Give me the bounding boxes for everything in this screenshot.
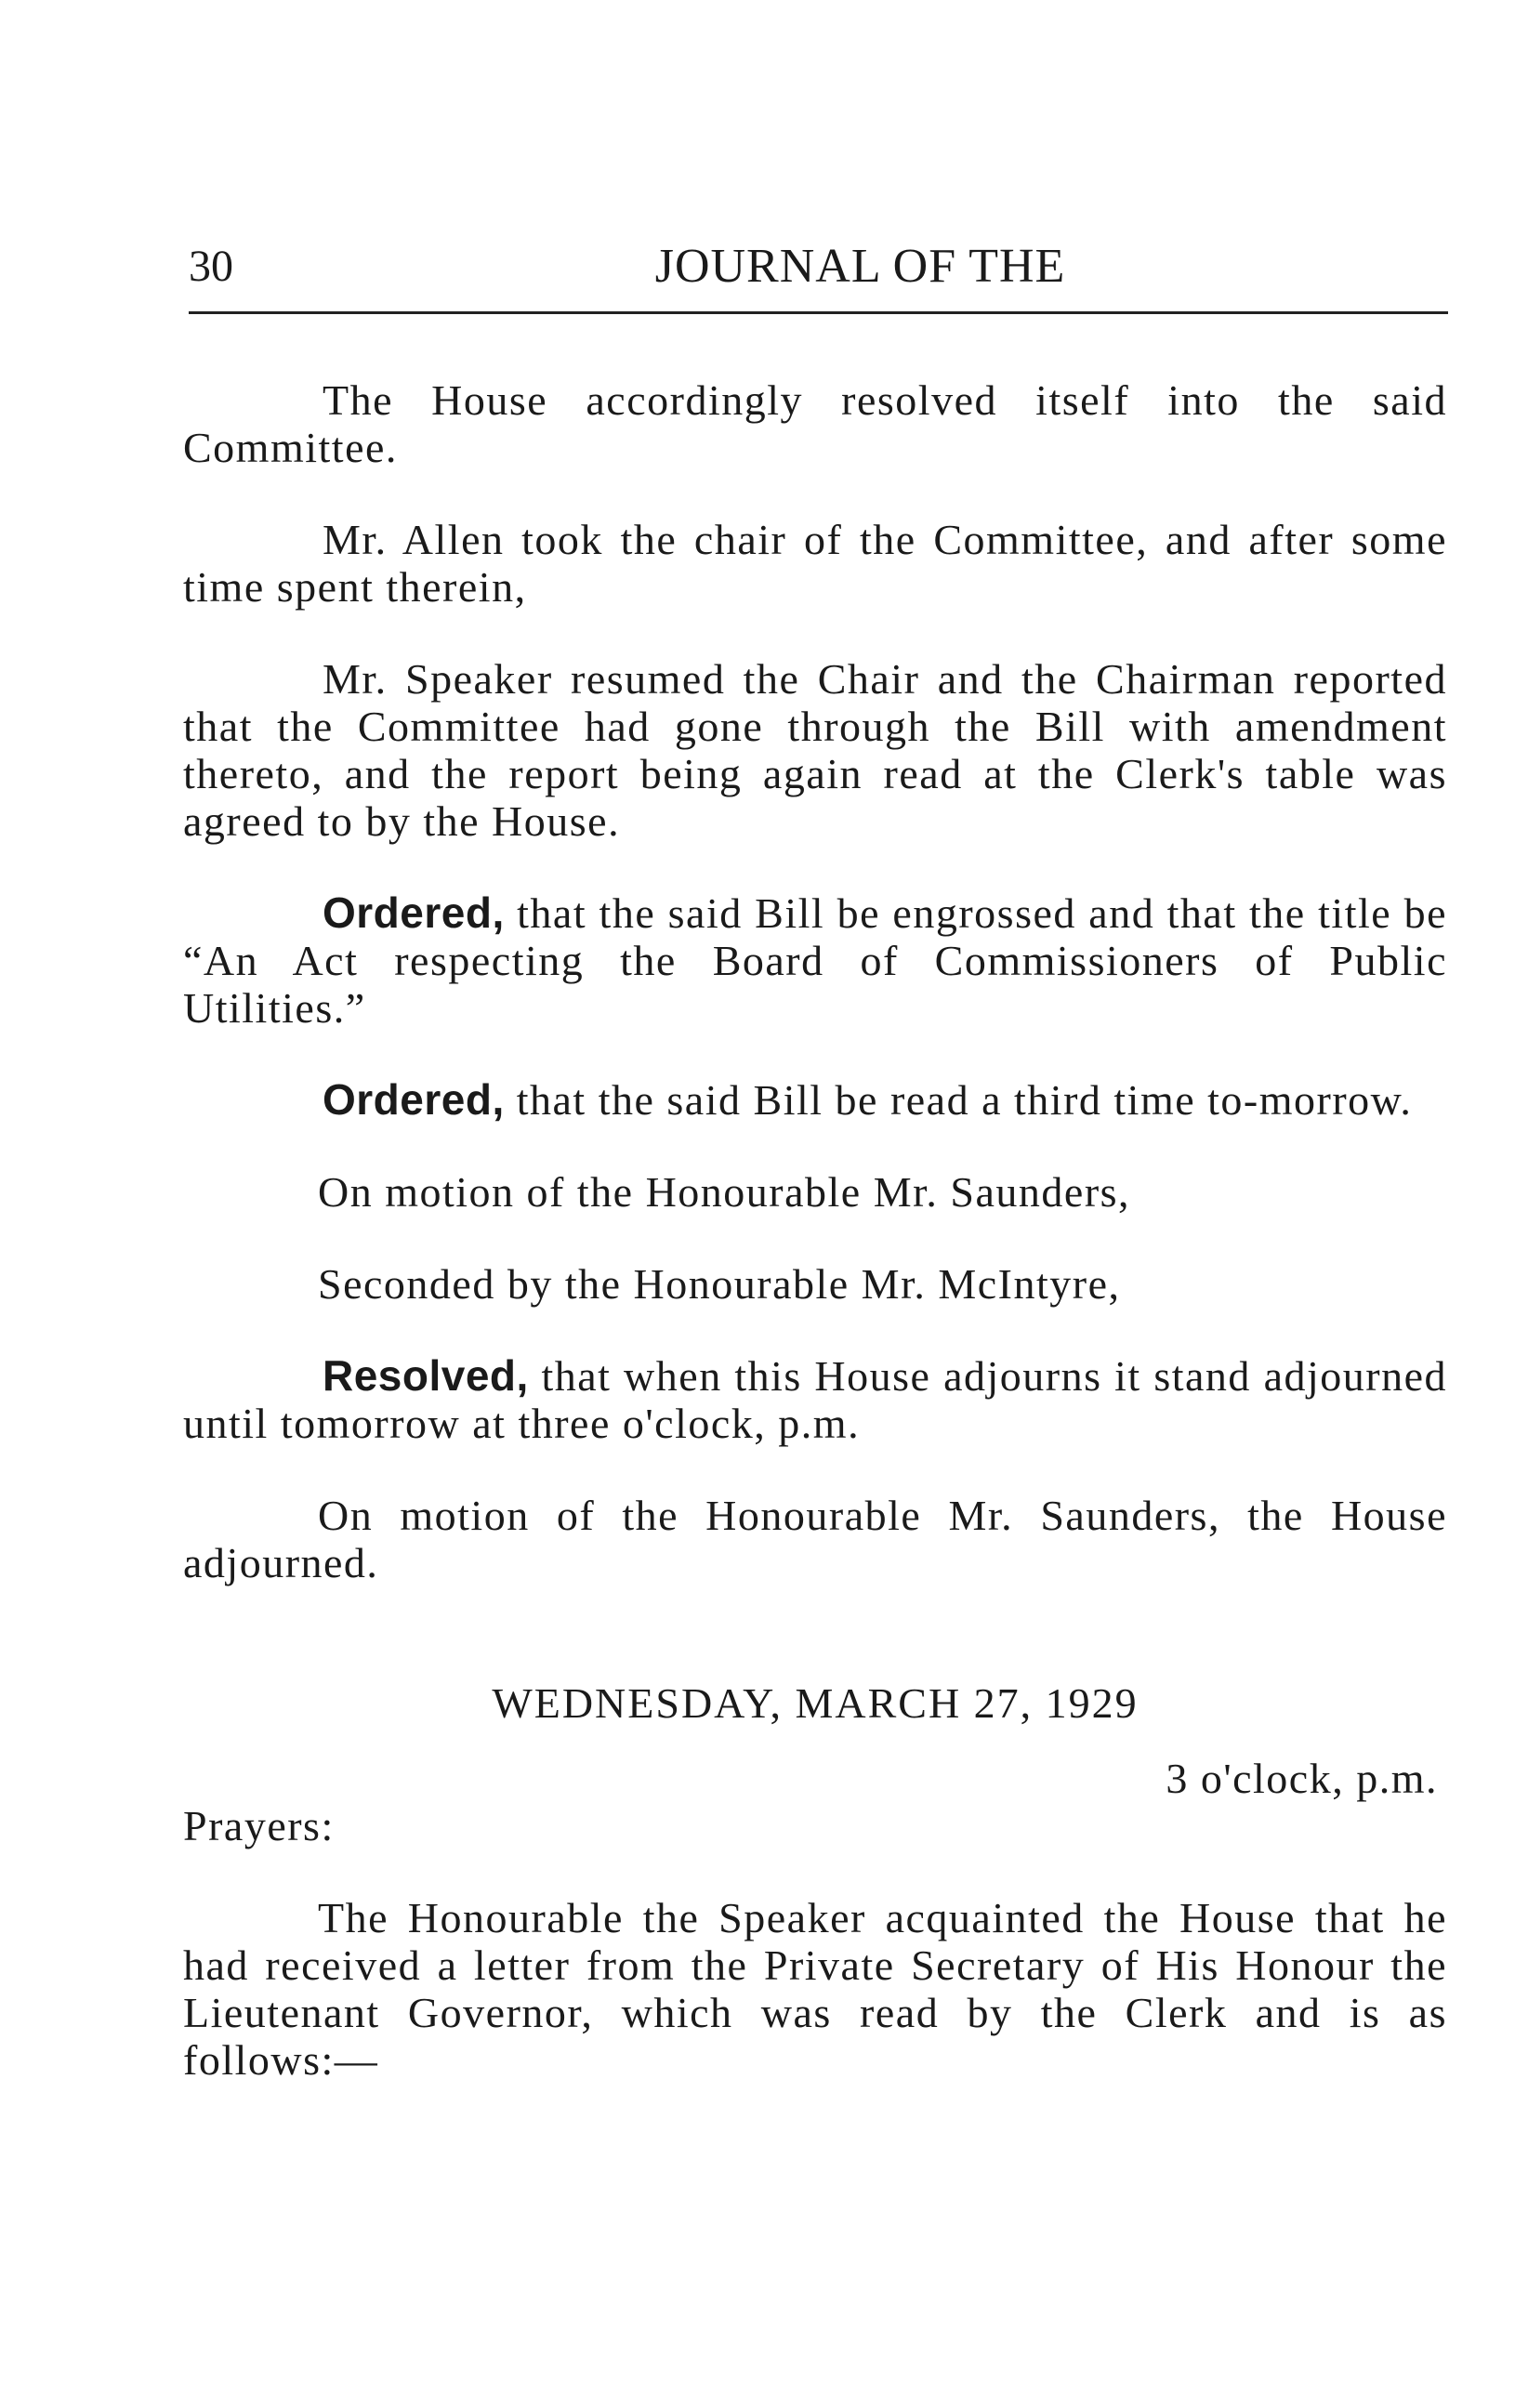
paragraph-house-adjourned: On motion of the Honourable Mr. Saunders, the House adjourned. — [183, 1492, 1447, 1586]
paragraph-seconded-mcintyre: Seconded by the Honourable Mr. McIntyre, — [318, 1260, 1121, 1308]
journal-body — [183, 376, 1447, 2128]
resolved-text: that when this House adjourns it stand adjourned until tomorrow at three o'clock, p.m. — [183, 1352, 1447, 1447]
paragraph-speaker-resumed: Mr. Speaker resumed the Chair and the Chairman reported that the Committee had gone through the Bill with amendment thereto, and the report being again read at the Clerk's table was agreed to by the House. — [183, 655, 1447, 845]
page-number: 30 — [189, 242, 233, 291]
running-head: JOURNAL OF THE — [654, 240, 1066, 293]
session-date-heading: WEDNESDAY, MARCH 27, 1929 — [492, 1679, 1139, 1727]
paragraph-committee-resolved: The House accordingly resolved itself into the said Committee. — [183, 376, 1447, 471]
paragraph-allen-chair: Mr. Allen took the chair of the Committee, and after some time spent therein, — [183, 516, 1447, 611]
ordered-lead: Ordered, — [323, 1075, 505, 1124]
session-time: 3 o'clock, p.m. — [1166, 1755, 1438, 1802]
header-rule — [189, 311, 1448, 314]
paragraph-resolved-adjourn — [183, 1352, 1447, 1447]
paragraph-motion-saunders: On motion of the Honourable Mr. Saunders, — [318, 1168, 1131, 1216]
ordered-text: that the said Bill be engrossed and that the title be “An Act respecting the Board of Commissioners of Public Utilities.” — [183, 889, 1447, 1032]
ordered-text: that the said Bill be read a third time to-morrow. — [504, 1076, 1413, 1124]
resolved-lead: Resolved, — [323, 1351, 529, 1400]
ordered-lead: Ordered, — [323, 888, 505, 937]
paragraph-ordered-third-reading — [183, 1076, 1447, 1124]
page-header — [189, 234, 1448, 299]
paragraph-speaker-letter: The Honourable the Speaker acquainted the House that he had received a letter from the Private Secretary of His Honour the Lieutenant Governor, which was read by the Clerk and is as follows:— — [183, 1894, 1447, 2084]
paragraph-ordered-engrossed — [183, 889, 1447, 1032]
prayers-label: Prayers: — [183, 1802, 335, 1849]
